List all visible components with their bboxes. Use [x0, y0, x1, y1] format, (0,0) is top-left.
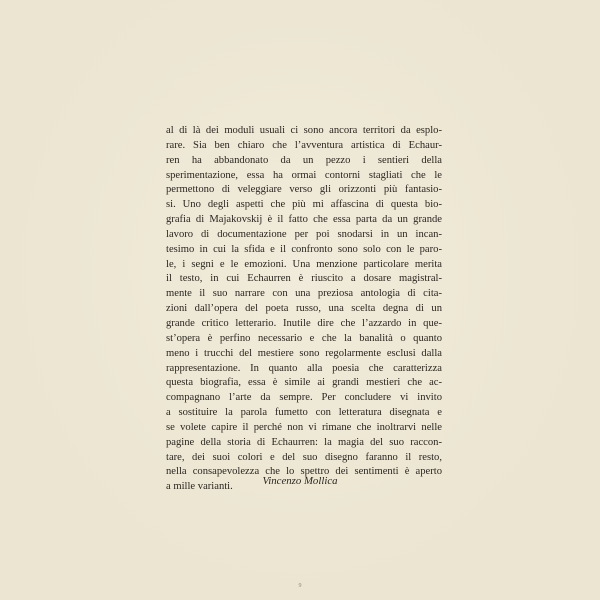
text-line: si. Uno degli aspetti che più mi affascina di questa bio- — [166, 199, 442, 211]
text-line: grafia di Majakovskij è il fatto che essa parta da un grande — [166, 214, 442, 226]
text-line: il testo, in cui Echaurren è riuscito a dosare magistral- — [166, 273, 442, 285]
text-line: meno i trucchi del mestiere sono regolarmente esclusi dalla — [166, 347, 442, 359]
text-line: rare. Sia ben chiaro che l’avventura artistica di Echaur- — [166, 139, 442, 151]
text-line: tesimo in cui la sfida e il confronto sono solo con le paro- — [166, 243, 442, 255]
text-line: a sostituire la parola fumetto con letteratura disegnata e — [166, 407, 442, 419]
author-signature: Vincenzo Mollica — [262, 475, 338, 487]
text-line: pagine della storia di Echaurren: la magia del suo raccon- — [166, 436, 442, 448]
text-line: compagnano l’arte da sempre. Per concludere vi invito — [166, 392, 442, 404]
text-line: lavoro di documentazione per poi snodarsi in un incan- — [166, 228, 442, 240]
text-line: st’opera è perfino necessario e che la banalità o quanto — [166, 332, 442, 344]
text-line: le, i segni e le emozioni. Una menzione particolare merita — [166, 258, 442, 270]
text-line: sperimentazione, essa ha ormai contorni stagliati che le — [166, 169, 442, 181]
text-line: mente il suo narrare con una preziosa antologia di cita- — [166, 288, 442, 300]
text-line: tare, dei suoi colori e del suo disegno faranno il resto, — [166, 451, 442, 463]
body-text — [166, 124, 442, 495]
text-line: a mille varianti. — [166, 481, 233, 493]
text-line: permettono di veleggiare verso gli orizzonti più fantasio- — [166, 184, 442, 196]
text-line: ren ha abbandonato da un pezzo i sentieri della — [166, 154, 442, 166]
text-line: nella consapevolezza che lo spettro dei sentimenti è aperto — [166, 466, 442, 478]
text-line: zioni dall’opera del poeta russo, una scelta degna di un — [166, 303, 442, 315]
page-number: 9 — [298, 583, 302, 589]
text-line: questa biografia, essa è simile ai grandi mestieri che ac- — [166, 377, 442, 389]
text-line: rappresentazione. In quanto alla poesia che caratterizza — [166, 362, 442, 374]
text-line: se volete capire il perché non vi rimane che inoltrarvi nelle — [166, 421, 442, 433]
text-line: grande critico letterario. Inutile dire che l’azzardo in que- — [166, 317, 442, 329]
text-line: al di là dei moduli usuali ci sono ancora territori da esplo- — [166, 125, 442, 136]
